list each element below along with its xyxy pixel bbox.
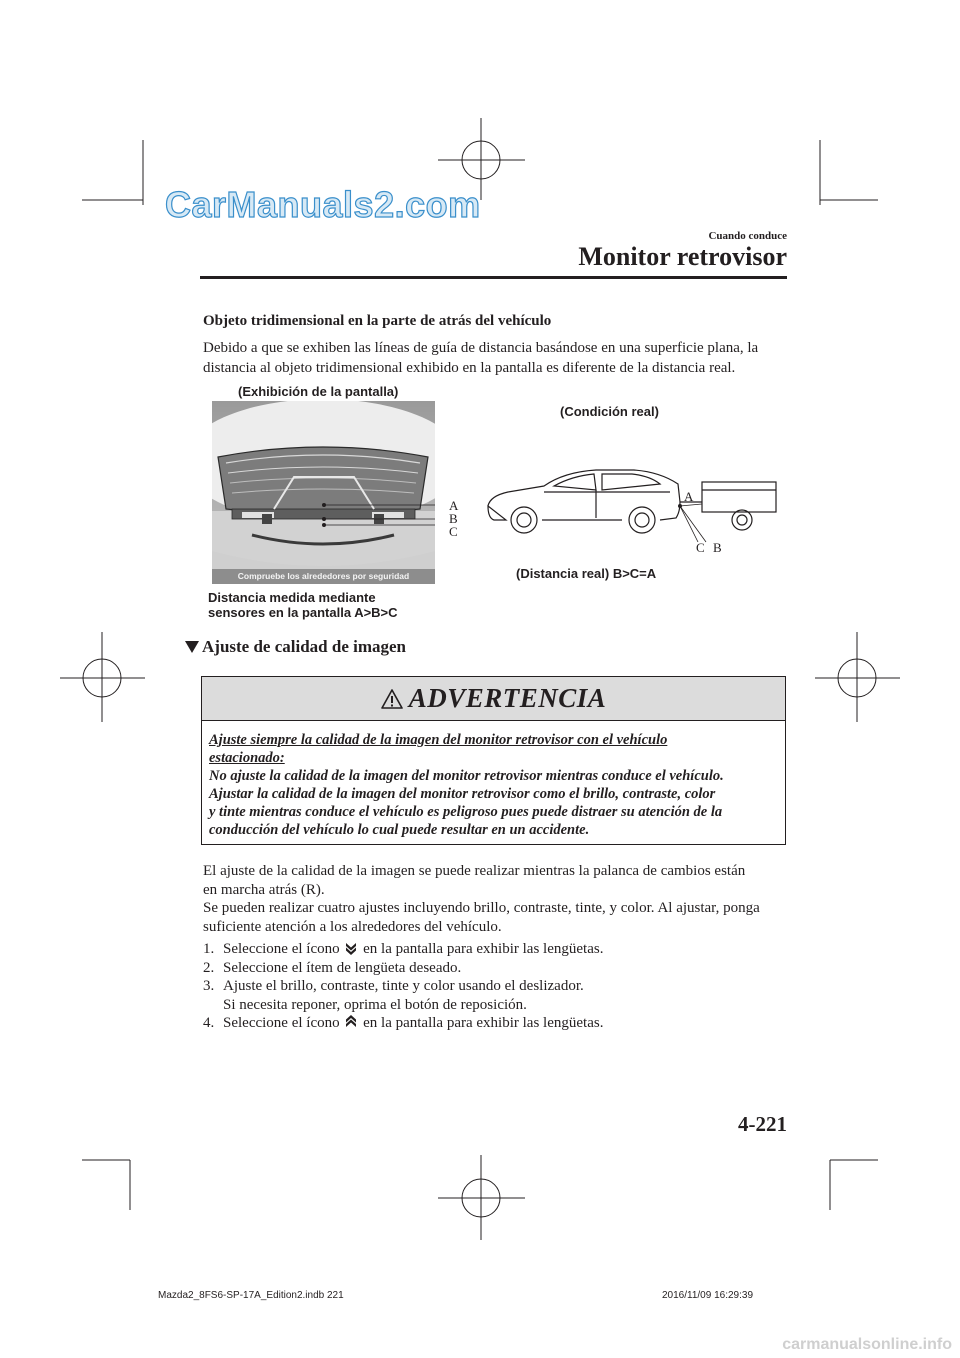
step-number: 3. (203, 978, 215, 995)
footer-filename: Mazda2_8FS6-SP-17A_Edition2.indb 221 (158, 1290, 344, 1301)
intro-line: distancia al objeto tridimensional exhibido en la pantalla es diferente de la distancia real. (203, 359, 736, 376)
watermark-logo: CarManuals2.com (165, 184, 481, 225)
step-subtext: Si necesita reponer, oprima el botón de reposición. (223, 996, 527, 1013)
steps-list (203, 940, 603, 1033)
triangle-marker-icon (185, 641, 199, 653)
section-heading (185, 637, 406, 657)
warning-triangle-icon (381, 689, 403, 709)
header-divider (200, 276, 787, 279)
body-line: suficiente atención a los alrededores del vehículo. (203, 918, 502, 935)
step-text: en la pantalla para exhibir las lengüetas. (363, 1015, 604, 1032)
screen-display-label: (Exhibición de la pantalla) (238, 384, 399, 399)
measured-distance-label (208, 590, 398, 620)
intro-paragraph (203, 339, 788, 378)
letter-a-screen: A (449, 498, 459, 513)
subheading: Objeto tridimensional en la parte de atrás del vehículo (203, 313, 552, 329)
page-number: 4-221 (738, 1112, 787, 1136)
body-line: El ajuste de la calidad de la imagen se puede realizar mientras la palanca de cambios están (203, 863, 746, 879)
warning-line: y tinte mientras conduce el vehículo es peligroso pues puede distraer su atención de la (209, 804, 723, 820)
warning-body (202, 721, 785, 839)
letter-a-real: A (684, 489, 694, 504)
page-title: Monitor retrovisor (578, 242, 787, 271)
measured-line: sensores en la pantalla A>B>C (208, 605, 398, 620)
warning-line: estacionado: (209, 750, 285, 766)
section-title: Ajuste de calidad de imagen (202, 637, 406, 656)
step-text: Seleccione el ícono (223, 941, 340, 957)
list-item (203, 977, 603, 1014)
warning-line: Ajustar la calidad de la imagen del monitor retrovisor como el brillo, contraste, color (209, 786, 716, 802)
intro-line: Debido a que se exhiben las líneas de guía de distancia basándose en una superficie plana, la (203, 340, 759, 356)
warning-line: conducción del vehículo lo cual puede resultar en un accidente. (209, 822, 590, 838)
header-section: Cuando conduce (708, 230, 787, 242)
step-number: 4. (203, 1015, 215, 1032)
body-line: en marcha atrás (R). (203, 881, 325, 898)
letter-c-screen: C (449, 524, 458, 539)
camera-screen-image (212, 401, 435, 584)
step-text: Seleccione el ícono (223, 1015, 340, 1032)
car-and-trailer-illustration (484, 462, 780, 544)
warning-header (202, 677, 785, 721)
real-distance-label: (Distancia real) B>C=A (516, 566, 657, 581)
letter-c-real: C (696, 540, 705, 555)
warning-box (201, 676, 786, 845)
watermark-footer: carmanualsonline.info (782, 1336, 952, 1353)
step-number: 1. (203, 941, 215, 957)
body-paragraph (203, 862, 788, 936)
step-text: Ajuste el brillo, contraste, tinte y color usando el deslizador. (223, 978, 584, 995)
body-line: Se pueden realizar cuatro ajustes incluyendo brillo, contraste, tinte, y color. Al ajustar, ponga (203, 900, 760, 917)
list-item (203, 940, 603, 959)
step-text: en la pantalla para exhibir las lengüetas. (363, 941, 604, 957)
letter-b-screen: B (449, 511, 458, 526)
list-item (203, 1014, 603, 1033)
step-number: 2. (203, 959, 215, 976)
chevron-double-down-icon (344, 941, 358, 955)
chevron-double-up-icon (344, 1015, 358, 1029)
letter-b-real: B (713, 540, 722, 555)
screen-banner: Compruebe los alrededores por seguridad (237, 571, 410, 581)
warning-title: ADVERTENCIA (408, 683, 607, 713)
footer-timestamp: 2016/11/09 16:29:39 (662, 1290, 754, 1301)
step-text: Seleccione el ítem de lengüeta deseado. (223, 959, 462, 976)
warning-line: No ajuste la calidad de la imagen del monitor retrovisor mientras conduce el vehículo. (209, 768, 724, 784)
real-condition-label: (Condición real) (560, 404, 659, 419)
list-item (203, 959, 603, 978)
measured-line: Distancia medida mediante (208, 590, 376, 605)
warning-line: Ajuste siempre la calidad de la imagen del monitor retrovisor con el vehículo (209, 732, 668, 748)
